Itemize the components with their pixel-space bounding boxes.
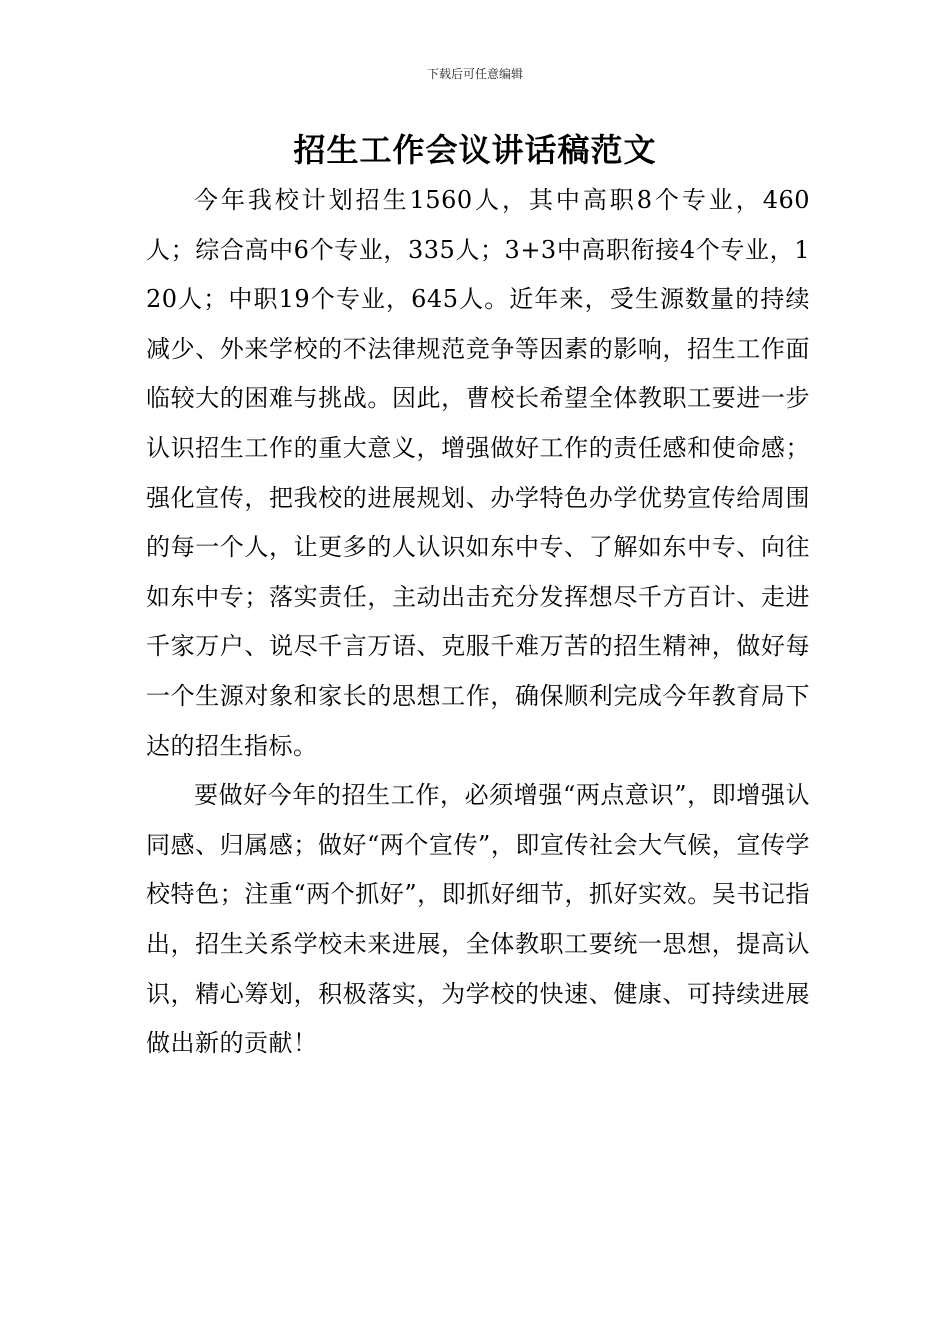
document-body <box>146 176 810 1069</box>
paragraph-2: 要做好今年的招生工作，必须增强“两点意识”，即增强认同感、归属感；做好“两个宣传”，即宣传社会大气候，宣传学校特色；注重“两个抓好”，即抓好细节，抓好实效。吴书记指出，招生关系学校未来进展，全体教职工要统一思想，提高认识，精心筹划，积极落实，为学校的快速、健康、可持续进展做出新的贡献！ <box>146 781 810 1058</box>
paragraph-1: 今年我校计划招生1560人，其中高职8个专业，460人；综合高中6个专业，335人；3+3中高职衔接4个专业，120人；中职19个专业，645人。近年来，受生源数量的持续减少、外来学校的不法律规范竞争等因素的影响，招生工作面临较大的困难与挑战。因此，曹校长希望全体教职工要进一步认识招生工作的重大意义，增强做好工作的责任感和使命感；强化宣传，把我校的进展规划、办学特色办学优势宣传给周围的每一个人，让更多的人认识如东中专、了解如东中专、向往如东中专；落实责任，主动出击充分发挥想尽千方百计、走进千家万户、说尽千言万语、克服千难万苦的招生精神，做好每一个生源对象和家长的思想工作，确保顺利完成今年教育局下达的招生指标。 <box>146 186 810 760</box>
header-note: 下载后可任意编辑 <box>426 67 523 81</box>
document-title: 招生工作会议讲话稿范文 <box>293 131 657 169</box>
